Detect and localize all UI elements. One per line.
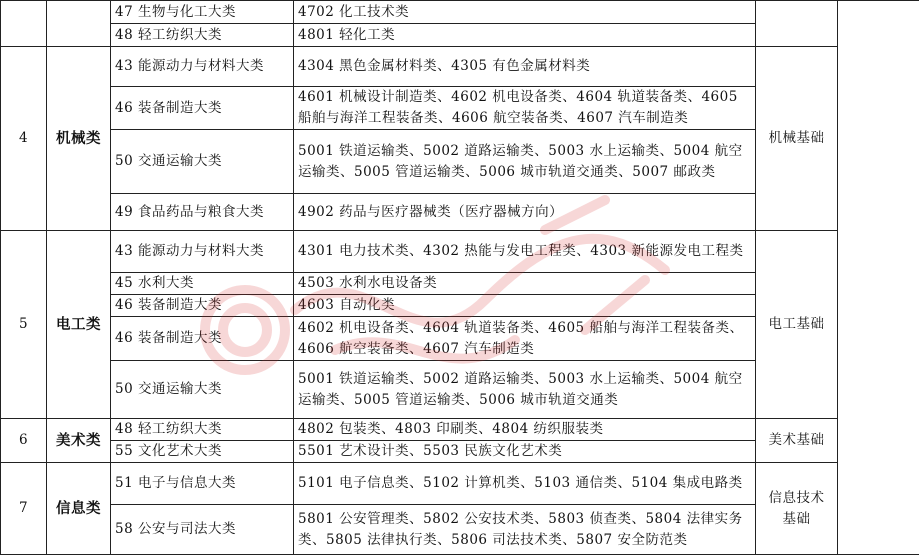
exam-basis (756, 1, 838, 47)
sub-categories: 5501 艺术设计类、5503 民族文化艺术类 (294, 441, 756, 463)
blank-column (838, 1, 919, 555)
sub-categories: 5801 公安管理类、5802 公安技术类、5803 侦查类、5804 法律实务类、5805 法律执行类、5806 司法技术类、5807 安全防范类 (294, 505, 756, 555)
sub-categories: 4902 药品与医疗器械类（医疗器械方向） (294, 194, 756, 231)
row-number: 6 (1, 419, 47, 463)
exam-basis: 机械基础 (756, 47, 838, 231)
row-number: 5 (1, 231, 47, 419)
sub-categories: 4301 电力技术类、4302 热能与发电工程类、4303 新能源发电工程类 (294, 231, 756, 273)
major-category: 58 公安与司法大类 (111, 505, 294, 555)
sub-categories: 4802 包装类、4803 印刷类、4804 纺织服装类 (294, 419, 756, 441)
exam-basis: 美术基础 (756, 419, 838, 463)
major-category: 45 水利大类 (111, 273, 294, 295)
major-category: 46 装备制造大类 (111, 295, 294, 317)
table-row (1, 231, 919, 273)
table-row (1, 419, 919, 441)
major-category: 48 轻工纺织大类 (111, 24, 294, 47)
sub-categories: 4304 黑色金属材料类、4305 有色金属材料类 (294, 47, 756, 87)
exam-basis: 电工基础 (756, 231, 838, 419)
group-name: 信息类 (47, 463, 111, 555)
exam-basis: 信息技术基础 (756, 463, 838, 555)
sub-categories: 4601 机械设计制造类、4602 机电设备类、4604 轨道装备类、4605 船舶与海洋工程装备类、4606 航空装备类、4607 汽车制造类 (294, 87, 756, 130)
group-name: 美术类 (47, 419, 111, 463)
group-name (47, 1, 111, 47)
sub-categories: 4602 机电设备类、4604 轨道装备类、4605 船舶与海洋工程装备类、4606 航空装备类、4607 汽车制造类 (294, 317, 756, 361)
major-category: 55 文化艺术大类 (111, 441, 294, 463)
group-name: 电工类 (47, 231, 111, 419)
major-category: 50 交通运输大类 (111, 361, 294, 419)
table-row (1, 463, 919, 505)
row-number: 7 (1, 463, 47, 555)
sub-categories: 4603 自动化类 (294, 295, 756, 317)
major-category: 50 交通运输大类 (111, 130, 294, 194)
major-category: 47 生物与化工大类 (111, 1, 294, 24)
sub-categories: 4503 水利水电设备类 (294, 273, 756, 295)
major-category: 48 轻工纺织大类 (111, 419, 294, 441)
sub-categories: 5001 铁道运输类、5002 道路运输类、5003 水上运输类、5004 航空运输类、5005 管道运输类、5006 城市轨道交通类 (294, 361, 756, 419)
major-category: 51 电子与信息大类 (111, 463, 294, 505)
group-name: 机械类 (47, 47, 111, 231)
major-category: 46 装备制造大类 (111, 317, 294, 361)
sub-categories: 4801 轻化工类 (294, 24, 756, 47)
table-row (1, 1, 919, 24)
sub-categories: 5001 铁道运输类、5002 道路运输类、5003 水上运输类、5004 航空运输类、5005 管道运输类、5006 城市轨道交通类、5007 邮政类 (294, 130, 756, 194)
major-category: 43 能源动力与材料大类 (111, 47, 294, 87)
table-row (1, 47, 919, 87)
sub-categories: 5101 电子信息类、5102 计算机类、5103 通信类、5104 集成电路类 (294, 463, 756, 505)
major-category: 46 装备制造大类 (111, 87, 294, 130)
row-number (1, 1, 47, 47)
sub-categories: 4702 化工技术类 (294, 1, 756, 24)
row-number: 4 (1, 47, 47, 231)
major-category: 43 能源动力与材料大类 (111, 231, 294, 273)
major-category: 49 食品药品与粮食大类 (111, 194, 294, 231)
